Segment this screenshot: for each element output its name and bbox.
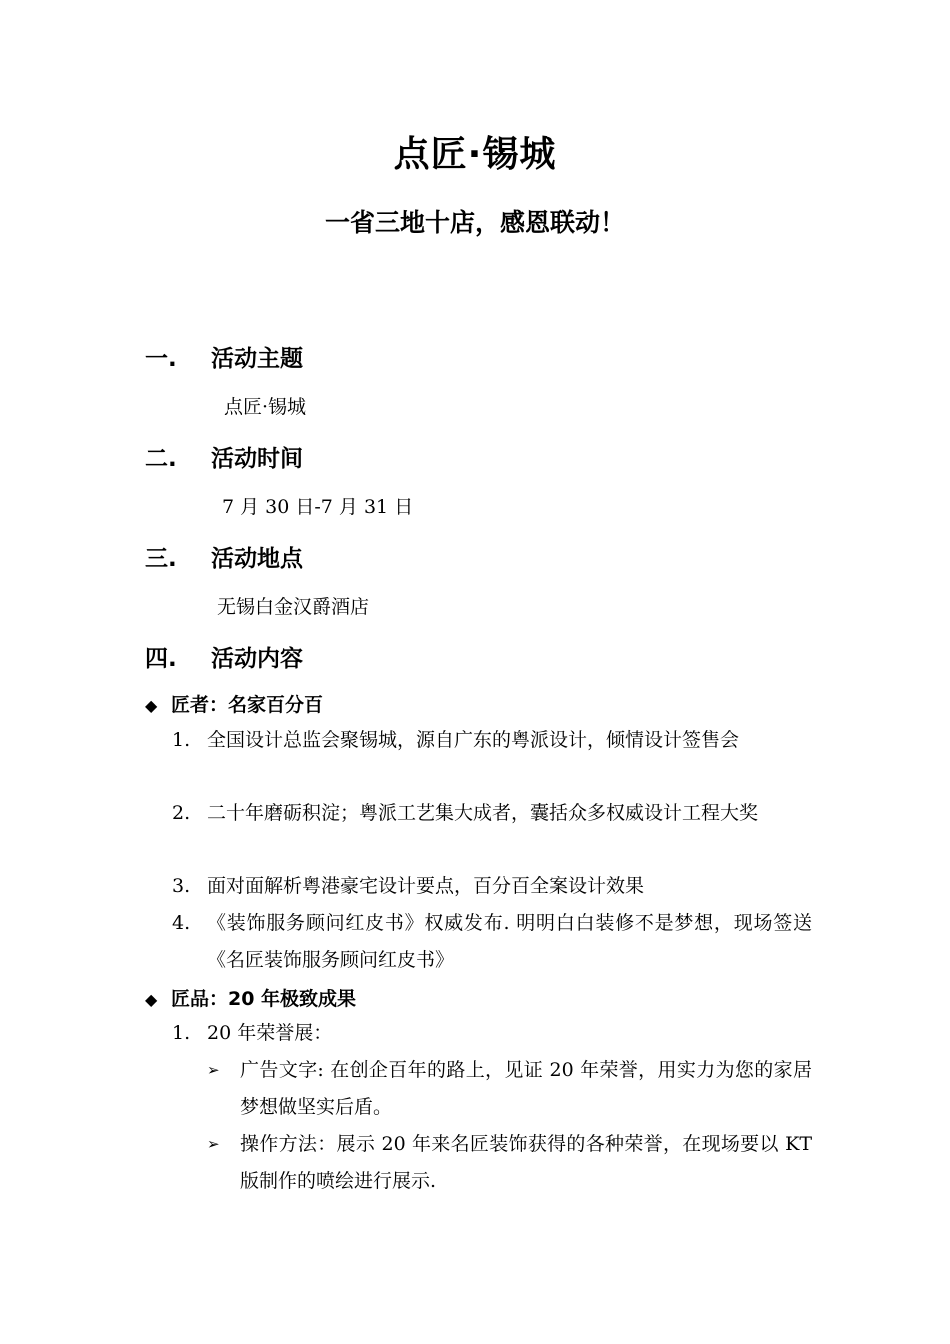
sub-list-item-text: 操作方法：展示 20 年来名匠装饰获得的各种荣誉，在现场要以 KT 版制作的喷绘进行展示. <box>240 1133 812 1192</box>
list-item-text: 全国设计总监会聚锡城，源自广东的粤派设计，倾情设计签售会 <box>207 729 740 751</box>
diamond-bullet-icon: ◆ <box>145 696 158 715</box>
list-item-text: 二十年磨砺积淀；粤派工艺集大成者，囊括众多权威设计工程大奖 <box>207 802 759 824</box>
sub-list-item <box>207 1126 812 1200</box>
bullet-heading-text: 匠品：20 年极致成果 <box>171 988 357 1010</box>
section-heading-theme <box>145 340 303 373</box>
list-item <box>172 795 812 832</box>
arrow-bullet-icon: ➢ <box>207 1061 220 1079</box>
diamond-bullet-icon: ◆ <box>145 990 158 1009</box>
section-title: 活动内容 <box>211 646 303 672</box>
list-item-text: 20 年荣誉展： <box>207 1022 333 1044</box>
section-number: 三. <box>145 546 177 572</box>
list-item-text: 面对面解析粤港豪宅设计要点，百分百全案设计效果 <box>207 875 645 897</box>
arrow-bullet-icon: ➢ <box>207 1135 220 1153</box>
list-number: 1. <box>172 729 191 751</box>
sub-list-item <box>207 1052 812 1126</box>
section-number: 一. <box>145 346 177 372</box>
list-item <box>172 1015 812 1052</box>
section-body-location: 无锡白金汉爵酒店 <box>217 596 370 618</box>
section-heading-location <box>145 540 303 573</box>
bullet-heading-masters <box>145 690 323 717</box>
section-heading-content <box>145 640 303 673</box>
document-title: 点匠·锡城 <box>393 134 557 175</box>
section-body-time: 7 月 30 日-7 月 31 日 <box>222 496 414 518</box>
section-number: 二. <box>145 446 177 472</box>
list-item <box>172 722 812 759</box>
sub-list-item-text: 广告文字: 在创企百年的路上，见证 20 年荣誉，用实力为您的家居梦想做坚实后盾。 <box>240 1059 812 1118</box>
list-number: 4. <box>172 912 191 934</box>
section-title: 活动时间 <box>211 446 303 472</box>
list-number: 2. <box>172 802 191 824</box>
document-subtitle: 一省三地十店，感恩联动！ <box>324 208 625 237</box>
section-number: 四. <box>145 646 177 672</box>
list-item <box>172 905 812 979</box>
section-title: 活动主题 <box>211 346 303 372</box>
section-title: 活动地点 <box>211 546 303 572</box>
list-item <box>172 868 812 905</box>
list-number: 3. <box>172 875 191 897</box>
list-item-text: 《装饰服务顾问红皮书》权威发布. 明明白白装修不是梦想，现场签送《名匠装饰服务顾问红皮书》 <box>207 912 812 971</box>
list-number: 1. <box>172 1022 191 1044</box>
section-heading-time <box>145 440 303 473</box>
bullet-heading-text: 匠者：名家百分百 <box>171 694 324 716</box>
section-body-theme: 点匠·锡城 <box>224 396 307 418</box>
bullet-heading-works <box>145 984 356 1011</box>
